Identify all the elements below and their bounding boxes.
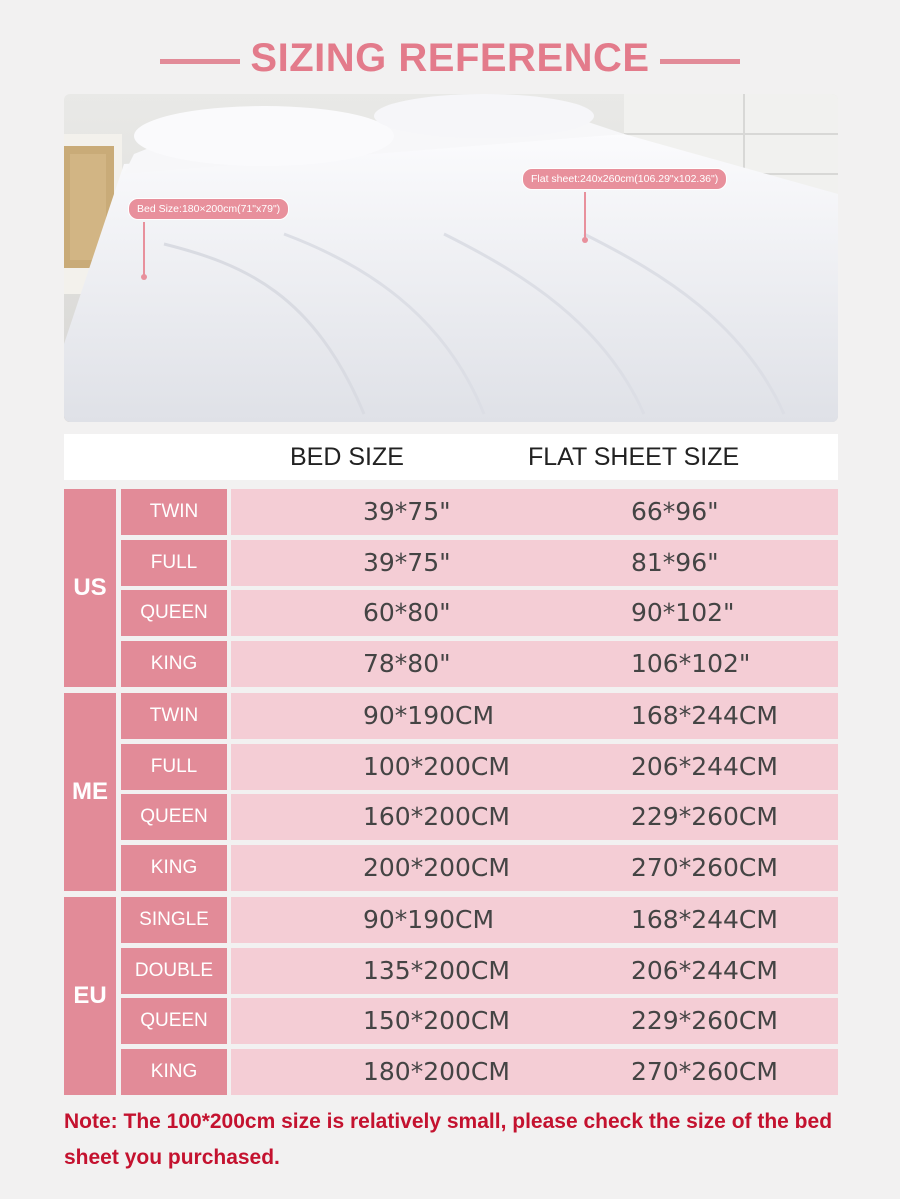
flat-sheet-size-value: 168*244CM [631, 905, 778, 934]
title-row [0, 34, 900, 84]
bed-size-label: Bed Size:180×200cm(71"x79") [128, 198, 289, 220]
table-row [121, 744, 838, 790]
bed-size-value: 135*200CM [363, 955, 510, 985]
size-name: KING [121, 1049, 227, 1095]
size-name: KING [121, 845, 227, 891]
flat-sheet-size-value: 66*96" [631, 497, 719, 526]
table-row [121, 897, 838, 943]
table-row [121, 641, 838, 687]
row-values [231, 897, 838, 943]
row-values [231, 794, 838, 840]
bed-size-value: 90*190CM [363, 701, 495, 730]
row-values [231, 845, 838, 891]
table-header [64, 434, 838, 480]
size-name: QUEEN [121, 794, 227, 840]
bed-size-value: 100*200CM [363, 751, 510, 781]
header-bed-size: BED SIZE [290, 443, 404, 471]
region-group-eu [64, 897, 838, 1095]
bed-size-value: 180*200CM [363, 1056, 510, 1086]
bed-photo [64, 94, 838, 422]
bed-size-value: 90*190CM [363, 905, 495, 934]
title-divider-left [160, 59, 240, 64]
size-name: FULL [121, 540, 227, 586]
flat-sheet-size-value: 229*260CM [631, 802, 778, 831]
bed-size-pointer-dot [141, 274, 147, 280]
region-label: ME [64, 693, 116, 891]
row-values [231, 489, 838, 535]
table-row [121, 1049, 838, 1095]
flat-sheet-size-value: 270*260CM [631, 1056, 778, 1086]
size-name: QUEEN [121, 590, 227, 636]
bed-size-value: 78*80" [363, 648, 451, 678]
row-values [231, 540, 838, 586]
size-name: FULL [121, 744, 227, 790]
table-row [121, 998, 838, 1044]
region-label: US [64, 489, 116, 687]
row-values [231, 1049, 838, 1095]
row-values [231, 693, 838, 739]
bed-size-value: 160*200CM [363, 802, 510, 831]
table-row [121, 794, 838, 840]
region-group-us [64, 489, 838, 687]
bed-size-value: 200*200CM [363, 852, 510, 882]
table-row [121, 540, 838, 586]
table-row [121, 489, 838, 535]
title-divider-right [660, 59, 740, 64]
flat-sheet-size-value: 81*96" [631, 547, 719, 577]
row-values [231, 948, 838, 994]
bed-illustration [64, 94, 838, 422]
size-note: Note: The 100*200cm size is relatively small, please check the size of the bed sheet you purchased. [64, 1110, 833, 1169]
table-row [121, 590, 838, 636]
page-title: SIZING REFERENCE [250, 36, 650, 80]
flat-sheet-pointer [584, 192, 586, 240]
row-values [231, 641, 838, 687]
size-name: TWIN [121, 489, 227, 535]
flat-sheet-label: Flat sheet:240x260cm(106.29"x102.36") [522, 168, 727, 190]
size-name: QUEEN [121, 998, 227, 1044]
row-values [231, 744, 838, 790]
flat-sheet-size-value: 270*260CM [631, 852, 778, 882]
bed-size-value: 150*200CM [363, 1006, 510, 1035]
bed-size-value: 60*80" [363, 598, 451, 627]
size-name: KING [121, 641, 227, 687]
size-name: TWIN [121, 693, 227, 739]
bed-size-value: 39*75" [363, 547, 451, 577]
row-values [231, 998, 838, 1044]
header-flat-sheet-size: FLAT SHEET SIZE [528, 443, 740, 471]
size-name: SINGLE [121, 897, 227, 943]
flat-sheet-size-value: 206*244CM [631, 955, 778, 985]
table-row [121, 693, 838, 739]
flat-sheet-size-value: 106*102" [631, 648, 751, 678]
table-row [121, 948, 838, 994]
bed-size-value: 39*75" [363, 497, 451, 526]
bed-size-pointer [143, 222, 145, 277]
region-label: EU [64, 897, 116, 1095]
flat-sheet-size-value: 168*244CM [631, 701, 778, 730]
region-group-me [64, 693, 838, 891]
flat-sheet-size-value: 90*102" [631, 598, 735, 627]
flat-sheet-pointer-dot [582, 237, 588, 243]
flat-sheet-size-value: 206*244CM [631, 751, 778, 781]
size-name: DOUBLE [121, 948, 227, 994]
flat-sheet-size-value: 229*260CM [631, 1006, 778, 1035]
row-values [231, 590, 838, 636]
table-row [121, 845, 838, 891]
